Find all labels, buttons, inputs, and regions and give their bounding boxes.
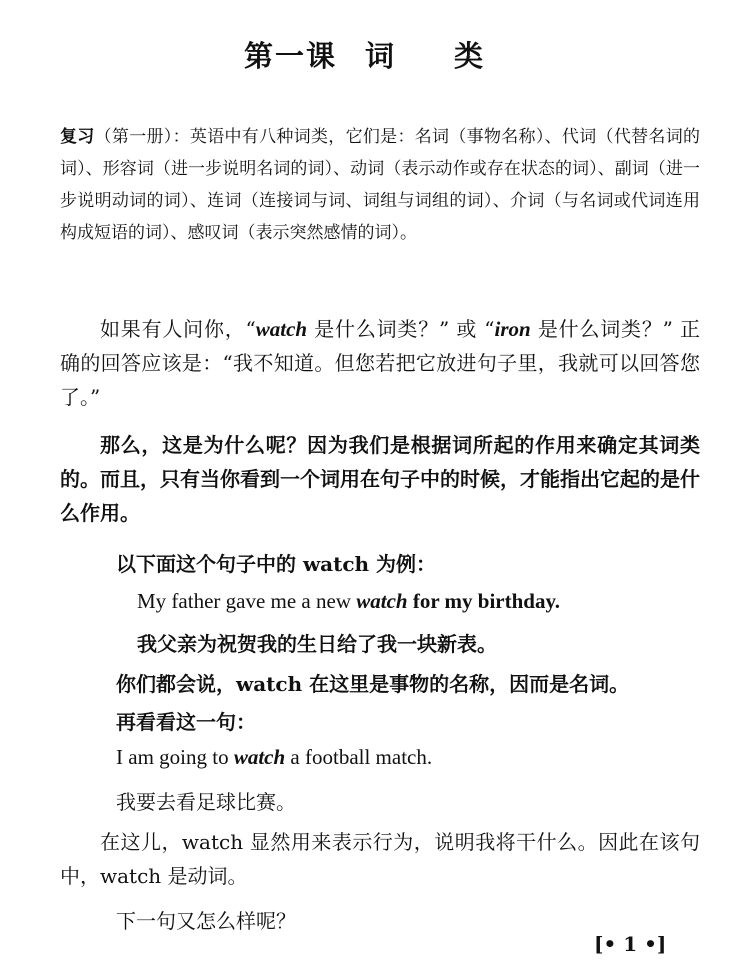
paragraph-2: 那么，这是为什么呢？因为我们是根据词所起的作用来确定其词类的。而且，只有当你看到一个词用在句子中的时候，才能指出它起的是什么作用。 [60, 433, 700, 525]
word-iron: iron [494, 317, 531, 341]
lesson-title [0, 34, 729, 75]
example-sentence-1-translation: 我父亲为祝贺我的生日给了我一块新表。 [137, 632, 497, 656]
word-watch: watch [255, 317, 308, 341]
example-sentence-2 [116, 745, 432, 770]
review-label: 复习 [60, 127, 95, 147]
example-sentence-2-translation: 我要去看足球比赛。 [116, 790, 296, 814]
example-sentence-1 [137, 589, 560, 614]
paragraph-1-mid: 是什么词类？” 或 “ [307, 317, 495, 341]
review-text: （第一册）：英语中有八种词类，它们是：名词（事物名称）、代词（代替名词的词）、形容词（进一步说明名词的词）、动词（表示动作或存在状态的词）、副词（进一步说明动词的词）、连词（连接词与词、词组与词组的词）、介词（与名词或代词连用构成短语的词）、感叹词（表示突然感情的词）。 [60, 127, 701, 243]
review-paragraph [60, 121, 700, 249]
example-2-post: a football match. [285, 745, 433, 769]
page-number: [• 1 •] [594, 932, 667, 956]
look-again-line: 再看看这一句： [116, 710, 256, 734]
paragraph-1 [60, 312, 700, 414]
example-2-word: watch [233, 745, 286, 769]
example-1-word: watch [356, 589, 408, 613]
example-2-pre: I am going to [116, 745, 234, 769]
explanation-1: 你们都会说，watch 在这里是事物的名称，因而是名词。 [116, 672, 630, 696]
paragraph-1-post: 是什么词类？” 正确的回答应该是：“我不知道。但您若把它放进句子里，我就可以回答您了。” [60, 317, 700, 409]
lesson-topic-char2: 类 [454, 39, 486, 73]
next-question: 下一句又怎么样呢？ [116, 909, 296, 933]
example-intro: 以下面这个句子中的 watch 为例： [116, 552, 437, 576]
lesson-topic-char1: 词 [364, 39, 396, 73]
lesson-number: 第一课 [243, 39, 337, 73]
example-1-post: for my birthday. [407, 589, 561, 613]
paragraph-1-pre: 如果有人问你，“ [100, 317, 256, 341]
example-1-pre: My father gave me a new [137, 589, 357, 613]
paragraph-3: 在这儿，watch 显然用来表示行为，说明我将干什么。因此在该句中，watch 是动词。 [60, 830, 700, 888]
